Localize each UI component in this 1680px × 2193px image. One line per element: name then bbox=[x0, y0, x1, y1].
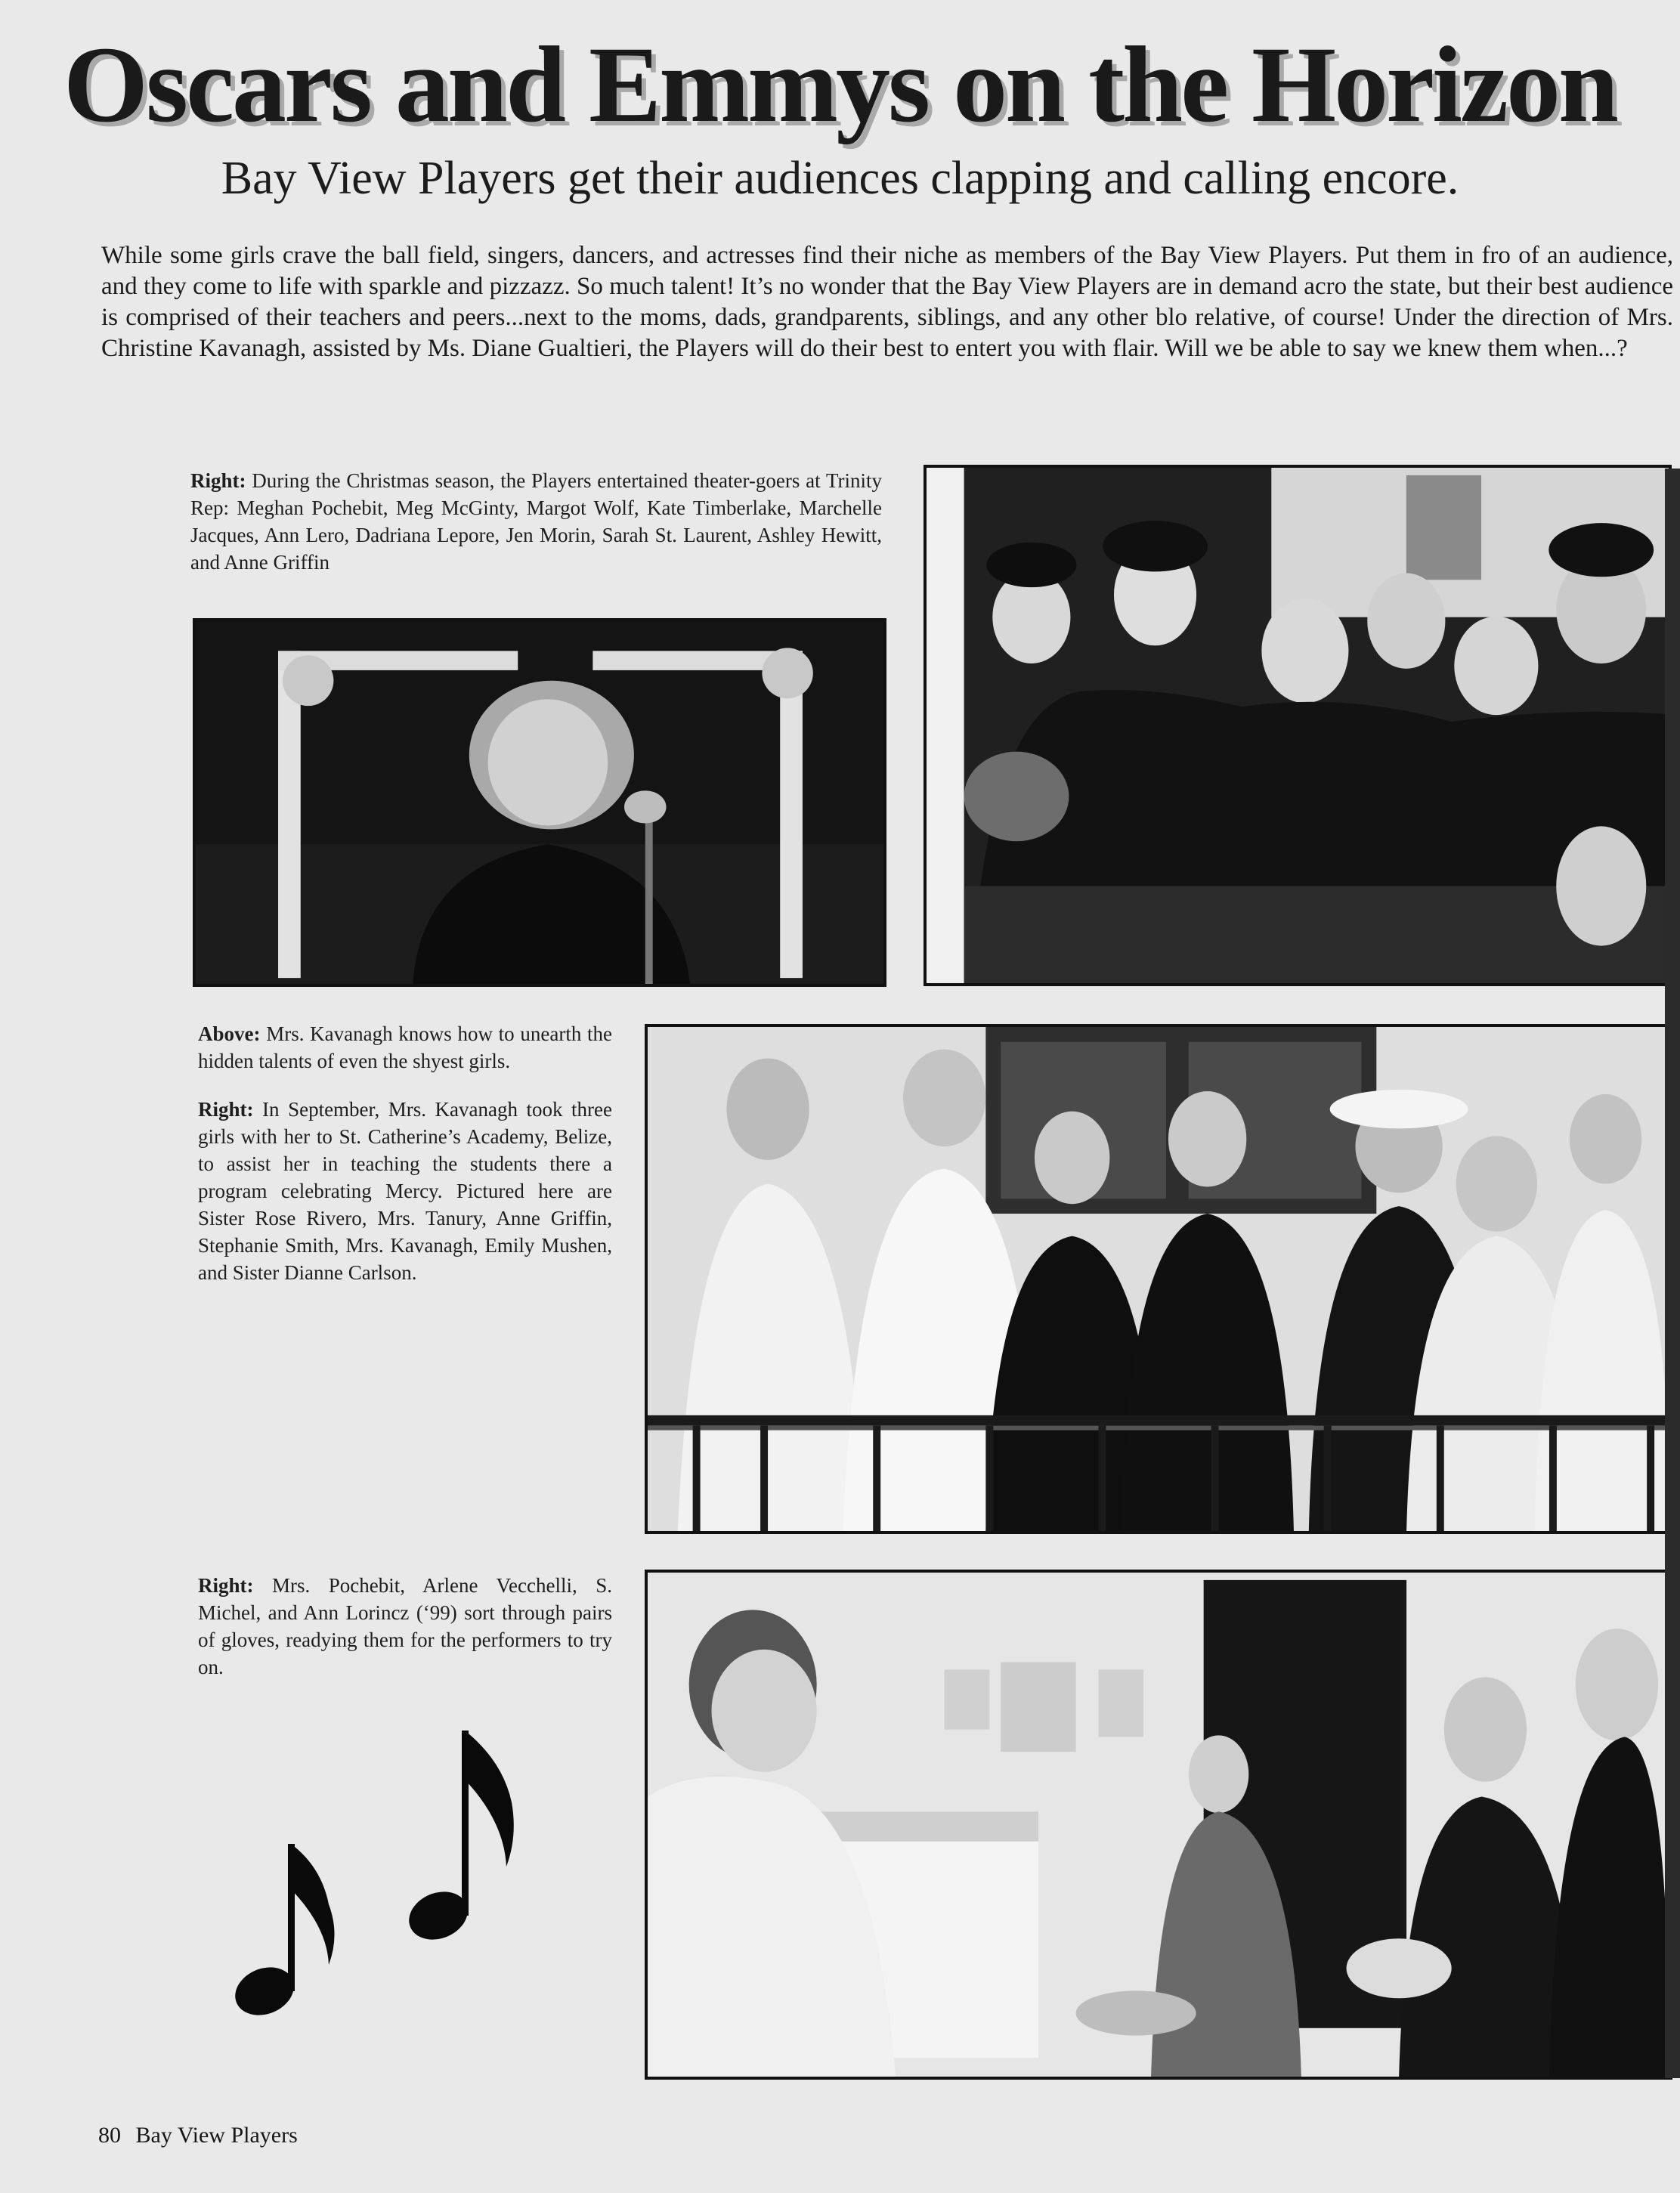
caption-text: Mrs. Kavanagh knows how to unearth the hidden talents of even the shyest girls. bbox=[198, 1022, 612, 1072]
caption-text: In September, Mrs. Kavanagh took three girls with her to St. Catherine’s Academy, Belize, to assist her in teaching the students there a program celebrating Mercy. Pictured here are Sister Rose Rivero, Mrs. Tanury, Anne Griffin, Stephanie Smith, Mrs. Kavanagh, Emily Mushen, and Sister Dianne Carlson. bbox=[198, 1098, 613, 1284]
caption-text: Mrs. Pochebit, Arlene Vecchelli, S. Michel, and Ann Lorincz (‘99) sort through pairs of gloves, readying them for the performers to try on. bbox=[198, 1574, 613, 1678]
caption-label: Right: bbox=[198, 1098, 254, 1121]
intro-paragraph: While some girls crave the ball field, singers, dancers, and actresses find their niche as members of the Bay View Players. Put them in fro of an audience, and they come to life with sparkle and pizzazz. So much talent! It’s no wonder that the Bay View Players are in demand acro the state, but their best audience is comprised of their teachers and peers...next to the moms, dads, grandparents, siblings, and any other blo relative, of course! Under the direction of Mrs. Christine Kavanagh, assisted by Ms. Diane Gualtieri, the Players will do their best to entert you with flair. Will we be able to say we knew them when...? bbox=[101, 242, 1673, 362]
page-number: 80 bbox=[98, 2123, 121, 2148]
music-notes-icon bbox=[215, 1723, 518, 2040]
caption-label: Right: bbox=[198, 1574, 254, 1597]
photo-players-costume bbox=[924, 465, 1672, 986]
caption-gloves-wrap bbox=[198, 1572, 612, 1681]
photo-kavanagh-singing bbox=[193, 618, 886, 987]
page-edge-shadow bbox=[1665, 469, 1680, 2078]
caption-group-kavanagh bbox=[198, 1020, 612, 1286]
caption-gloves bbox=[198, 1572, 612, 1681]
caption-trinity-body bbox=[190, 467, 882, 576]
section-name: Bay View Players bbox=[135, 2123, 298, 2148]
page-title: Oscars and Emmys on the Horizon bbox=[63, 25, 1617, 145]
caption-label: Right: bbox=[190, 469, 246, 492]
page-subtitle: Bay View Players get their audiences clapping and calling encore. bbox=[221, 153, 1459, 204]
photo-belize-group bbox=[645, 1024, 1672, 1534]
page-footer bbox=[98, 2122, 298, 2149]
caption-text: During the Christmas season, the Players entertained theater-goers at Trinity Rep: Meghan Pochebit, Meg McGinty, Margot Wolf, Kate Timberlake, Marchelle Jacques, Ann Lero, Dadriana Lepore, Jen Morin, Sarah St. Laurent, Ashley Hewitt, and Anne Griffin bbox=[190, 469, 882, 574]
caption-kavanagh bbox=[198, 1020, 612, 1075]
photo-sorting-gloves bbox=[645, 1570, 1672, 2080]
caption-label: Above: bbox=[198, 1022, 261, 1045]
caption-trinity bbox=[190, 467, 882, 576]
caption-belize bbox=[198, 1096, 612, 1286]
